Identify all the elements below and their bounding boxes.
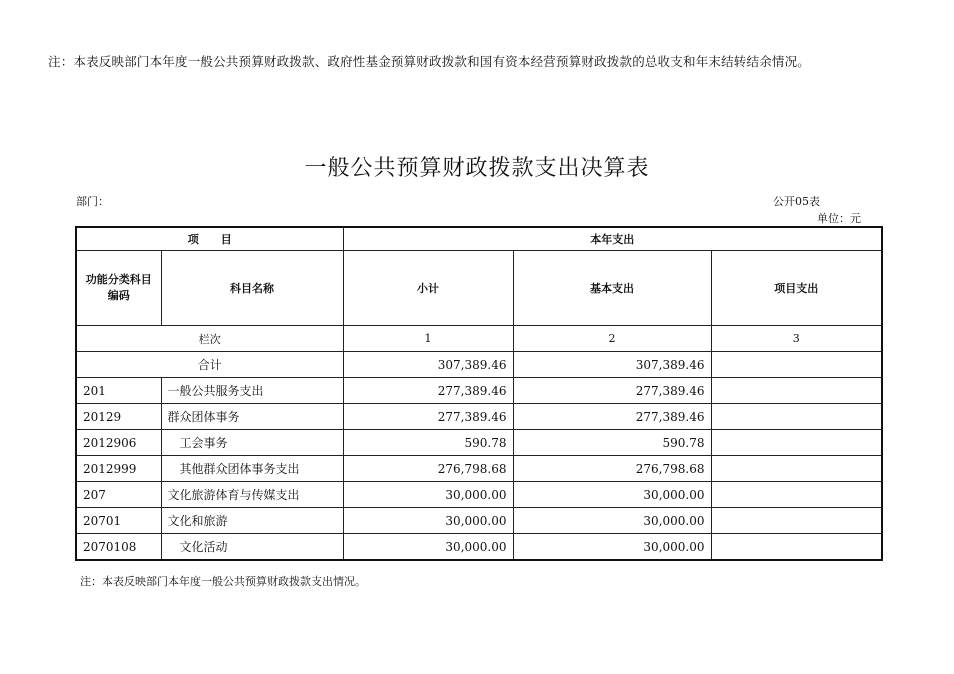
- top-note: 注：本表反映部门本年度一般公共预算财政拨款、政府性基金预算财政拨款和国有资本经营预算财政拨款的总收支和年末结转结余情况。: [48, 54, 811, 69]
- total-project: [711, 352, 882, 378]
- table-row: [76, 430, 882, 456]
- row-code: 2012906: [76, 430, 161, 456]
- row-subtotal: 277,389.46: [343, 378, 513, 404]
- row-subtotal: 590.78: [343, 430, 513, 456]
- col-index-1: 1: [343, 326, 513, 352]
- row-basic: 277,389.46: [513, 404, 711, 430]
- col-name-header: 科目名称: [161, 251, 343, 326]
- row-project: [711, 508, 882, 534]
- table-row: [76, 534, 882, 561]
- table-row: [76, 508, 882, 534]
- expenditure-table: [75, 226, 883, 561]
- bottom-note: 注：本表反映部门本年度一般公共预算财政拨款支出情况。: [80, 575, 366, 588]
- row-code: 201: [76, 378, 161, 404]
- header-current-year: 本年支出: [343, 227, 882, 251]
- row-project: [711, 404, 882, 430]
- table-row: [76, 456, 882, 482]
- form-number: 公开05表: [773, 195, 820, 208]
- row-basic: 30,000.00: [513, 482, 711, 508]
- row-subtotal: 276,798.68: [343, 456, 513, 482]
- table-row: [76, 482, 882, 508]
- row-code: 2012999: [76, 456, 161, 482]
- unit-label: 单位：元: [817, 212, 861, 225]
- col-index-3: 3: [711, 326, 882, 352]
- col-subtotal-header: 小计: [343, 251, 513, 326]
- row-index-label: 栏次: [76, 326, 343, 352]
- row-code: 20129: [76, 404, 161, 430]
- total-basic: 307,389.46: [513, 352, 711, 378]
- row-name: 工会事务: [161, 430, 343, 456]
- col-index-2: 2: [513, 326, 711, 352]
- header-item: 项 目: [76, 227, 343, 251]
- row-name: 文化活动: [161, 534, 343, 561]
- table-row: [76, 404, 882, 430]
- page-title: 一般公共预算财政拨款支出决算表: [304, 156, 650, 181]
- row-project: [711, 534, 882, 561]
- row-basic: 30,000.00: [513, 508, 711, 534]
- row-name: 一般公共服务支出: [161, 378, 343, 404]
- row-name: 群众团体事务: [161, 404, 343, 430]
- total-label: 合计: [76, 352, 343, 378]
- row-basic: 590.78: [513, 430, 711, 456]
- row-subtotal: 30,000.00: [343, 508, 513, 534]
- row-code: 207: [76, 482, 161, 508]
- row-name: 其他群众团体事务支出: [161, 456, 343, 482]
- total-subtotal: 307,389.46: [343, 352, 513, 378]
- total-row: [76, 352, 882, 378]
- row-basic: 30,000.00: [513, 534, 711, 561]
- row-name: 文化和旅游: [161, 508, 343, 534]
- col-basic-header: 基本支出: [513, 251, 711, 326]
- col-code-header: 功能分类科目编码: [76, 251, 161, 326]
- row-project: [711, 378, 882, 404]
- row-project: [711, 430, 882, 456]
- row-basic: 276,798.68: [513, 456, 711, 482]
- row-subtotal: 30,000.00: [343, 482, 513, 508]
- row-project: [711, 482, 882, 508]
- department-label: 部门：: [76, 195, 109, 208]
- row-basic: 277,389.46: [513, 378, 711, 404]
- row-code: 2070108: [76, 534, 161, 561]
- row-subtotal: 30,000.00: [343, 534, 513, 561]
- row-subtotal: 277,389.46: [343, 404, 513, 430]
- row-name: 文化旅游体育与传媒支出: [161, 482, 343, 508]
- row-project: [711, 456, 882, 482]
- table-row: [76, 378, 882, 404]
- row-code: 20701: [76, 508, 161, 534]
- col-project-header: 项目支出: [711, 251, 882, 326]
